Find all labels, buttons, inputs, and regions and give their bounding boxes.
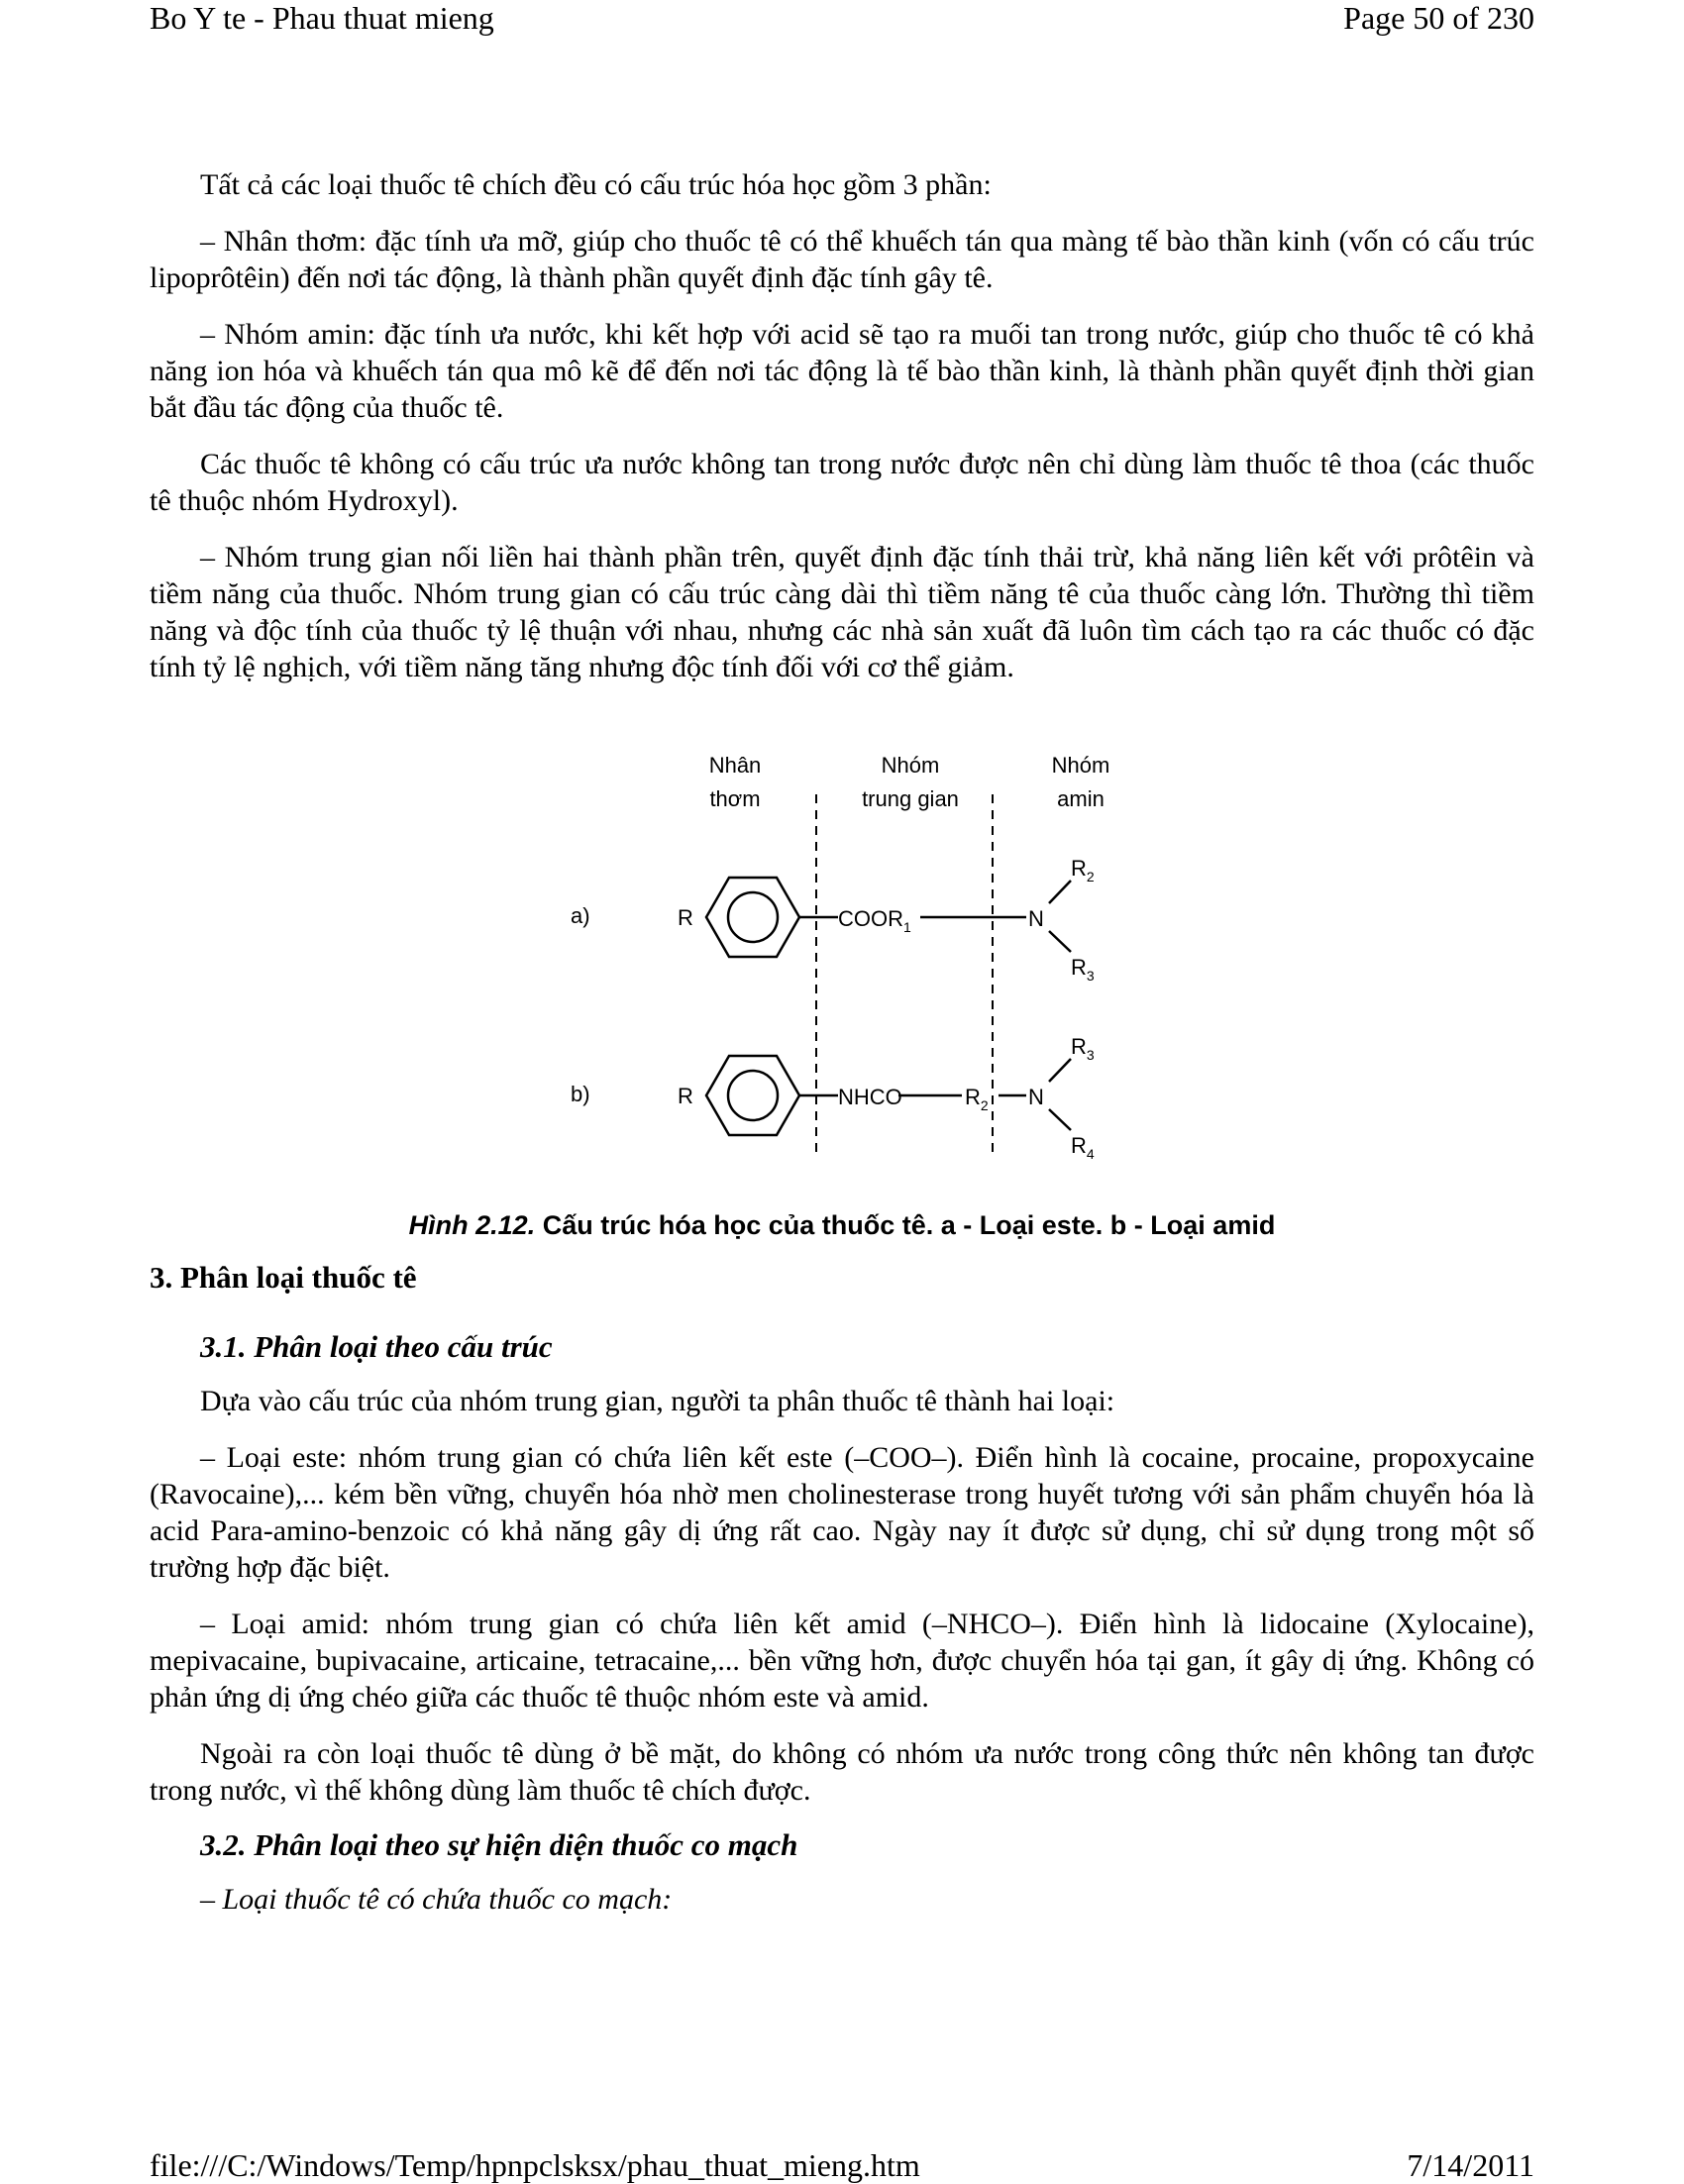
- page-number: Page 50 of 230: [1343, 0, 1534, 36]
- paragraph-surface-anesthetic: Ngoài ra còn loại thuốc tê dùng ở bề mặt, do không có nhóm ưa nước trong công thức nên không tan được trong nước, vì thế không dùng làm thuốc tê chích được.: [150, 1737, 1534, 1807]
- label-intermediate-1: Nhóm: [881, 753, 940, 778]
- row-b-r: R: [678, 1084, 693, 1108]
- section-heading: 3. Phân loại thuốc tê: [150, 1260, 417, 1295]
- row-b-r2: $R_2$: [965, 1085, 989, 1113]
- benzene-ring-a: [706, 878, 799, 957]
- paragraph-ester-type: – Loại este: nhóm trung gian có chứa liên kết este (–COO–). Điển hình là cocaine, procaine, propoxycaine (Ravocaine),... kém bền vững, chuyển hóa nhờ men cholinesterase trong huyết tương với sản phẩm chuyển hóa là acid Para-amino-benzoic có khả năng gây dị ứng rất cao. Ngày nay ít được sử dụng, chỉ sử dụng trong một số trường hợp đặc biệt.: [150, 1441, 1534, 1584]
- paragraph-amine-group: – Nhóm amin: đặc tính ưa nước, khi kết hợp với acid sẽ tạo ra muối tan trong nước, giúp cho thuốc tê có khả năng ion hóa và khuếch tán qua mô kẽ để đến nơi tác động là tế bào thần kinh, là thành phần quyết định thời gian bắt đầu tác động của thuốc tê.: [150, 318, 1534, 424]
- bond-b-r3: [1049, 1059, 1071, 1082]
- benzene-ring-b: [706, 1056, 799, 1135]
- row-a-nitrogen: N: [1028, 906, 1044, 931]
- page-content: [150, 166, 1534, 1918]
- label-amine-1: Nhóm: [1051, 753, 1110, 778]
- print-date: 7/14/2011: [1407, 2147, 1534, 2183]
- row-a-r3: $R_3$: [1071, 955, 1095, 984]
- row-a-r2: $R_2$: [1071, 856, 1095, 884]
- figure-caption: [150, 1207, 1534, 1244]
- row-b-amide-group: NHCO: [838, 1085, 902, 1109]
- figure-chemical-structure: [150, 737, 1534, 1240]
- paragraph-intermediate-group: – Nhóm trung gian nối liền hai thành phần trên, quyết định đặc tính thải trừ, khả năng liên kết với prôtêin và tiềm năng của thuốc. Nhóm trung gian có cấu trúc càng dài thì tiềm năng tê của thuốc càng lớn. Thường thì tiềm năng và độc tính của thuốc tỷ lệ thuận với nhau, nhưng các nhà sản xuất đã luôn tìm cách tạo ra các thuốc có đặc tính tỷ lệ nghịch, với tiềm năng tăng nhưng độc tính đối với cơ thể giảm.: [150, 541, 1534, 683]
- label-intermediate-2: trung gian: [862, 786, 959, 811]
- page-footer: [150, 2147, 1534, 2184]
- file-path: file:///C:/Windows/Temp/hpnpclsksx/phau_thuat_mieng.htm: [150, 2147, 920, 2183]
- page-header: [150, 0, 1534, 37]
- row-b-r4: $R_4$: [1071, 1133, 1095, 1162]
- structure-diagram: [150, 737, 1534, 1212]
- row-label-b: b): [571, 1082, 590, 1106]
- label-aromatic-1: Nhân: [708, 753, 762, 778]
- document-title: Bo Y te - Phau thuat mieng: [150, 0, 494, 36]
- paragraph-classification-intro: Dựa vào cấu trúc của nhóm trung gian, người ta phân thuốc tê thành hai loại:: [200, 1385, 1115, 1417]
- figure-caption-label: Hình 2.12.: [408, 1210, 536, 1240]
- subsection-heading-vasoconstrictor: 3.2. Phân loại theo sự hiện diện thuốc co mạch: [200, 1827, 798, 1862]
- row-a-ester-group: $COOR_1$: [838, 906, 911, 935]
- row-b-nitrogen: N: [1028, 1085, 1044, 1109]
- bond-b-r4: [1049, 1109, 1071, 1130]
- row-b-r3: $R_3$: [1071, 1034, 1095, 1063]
- label-aromatic-2: thơm: [709, 786, 761, 811]
- paragraph-vasoconstrictor-type: – Loại thuốc tê có chứa thuốc co mạch:: [200, 1883, 673, 1916]
- paragraph-intro: Tất cả các loại thuốc tê chích đều có cấu trúc hóa học gồm 3 phần:: [200, 168, 992, 201]
- bond-a-r2: [1049, 881, 1071, 903]
- row-a-r: R: [678, 905, 693, 930]
- paragraph-aromatic-nucleus: – Nhân thơm: đặc tính ưa mỡ, giúp cho thuốc tê có thể khuếch tán qua màng tế bào thần kinh (vốn có cấu trúc lipoprôtêin) đến nơi tác động, là thành phần quyết định đặc tính gây tê.: [150, 225, 1534, 294]
- figure-caption-text: Cấu trúc hóa học của thuốc tê. a - Loại este. b - Loại amid: [535, 1210, 1276, 1240]
- row-label-a: a): [571, 903, 590, 928]
- bond-a-r3: [1049, 931, 1071, 952]
- subsection-heading-structure: 3.1. Phân loại theo cấu trúc: [200, 1329, 553, 1364]
- paragraph-topical: Các thuốc tê không có cấu trúc ưa nước không tan trong nước được nên chỉ dùng làm thuốc tê thoa (các thuốc tê thuộc nhóm Hydroxyl).: [150, 448, 1534, 517]
- label-amine-2: amin: [1057, 786, 1105, 811]
- paragraph-amide-type: – Loại amid: nhóm trung gian có chứa liên kết amid (–NHCO–). Điển hình là lidocaine (Xylocaine), mepivacaine, bupivacaine, articaine, tetracaine,... bền vững hơn, được chuyển hóa tại gan, ít gây dị ứng. Không có phản ứng dị ứng chéo giữa các thuốc tê thuộc nhóm este và amid.: [150, 1608, 1534, 1714]
